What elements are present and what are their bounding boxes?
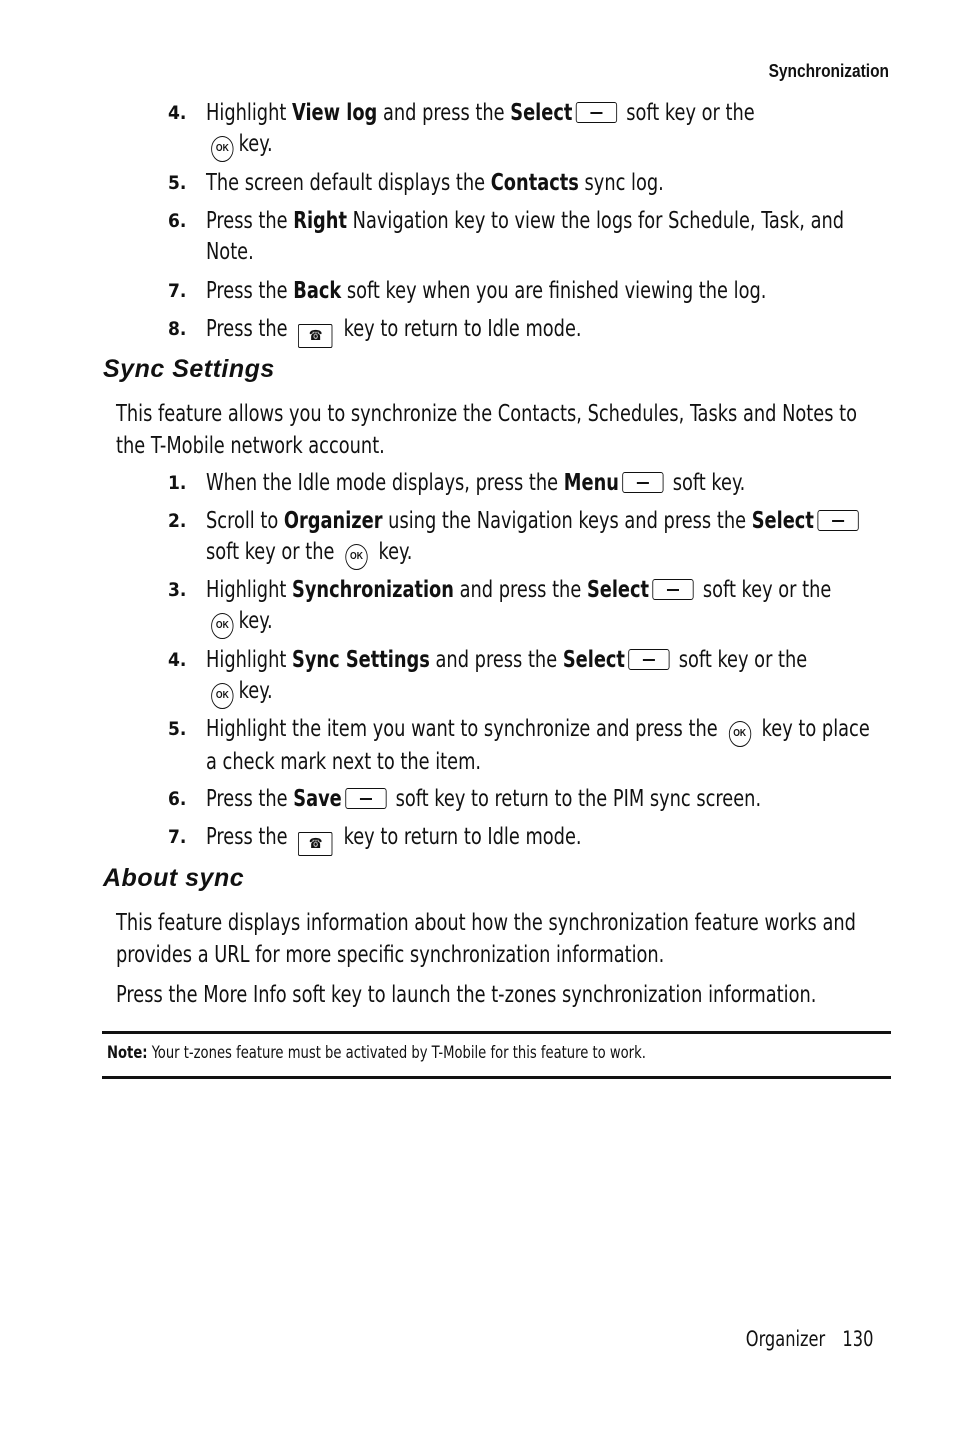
section-title-sync-settings: Sync Settings bbox=[103, 355, 275, 383]
step-number: 6. bbox=[168, 210, 187, 232]
step-number: 1. bbox=[168, 472, 187, 494]
step-number: 5. bbox=[168, 718, 187, 740]
note-bottom-rule bbox=[102, 1076, 891, 1079]
step-number: 7. bbox=[168, 826, 187, 848]
soft-key-icon bbox=[345, 788, 386, 809]
step-number: 4. bbox=[168, 649, 187, 671]
note-label: Note: bbox=[107, 1043, 148, 1063]
sync-step-5: 5. Highlight the item you want to synchronize and press the OK key to place a check mark next to the item. bbox=[168, 716, 870, 775]
end-key-icon: ☎ bbox=[298, 832, 332, 856]
about-sync-para-2: Press the More Info soft key to launch the t-zones synchronization information. bbox=[116, 982, 817, 1008]
page-number: 130 bbox=[841, 1327, 873, 1351]
section-title-about-sync: About sync bbox=[103, 864, 245, 892]
step-number: 6. bbox=[168, 788, 187, 810]
sync-step-4: 4. Highlight Sync Settings and press the Select soft key or the OK key. bbox=[168, 645, 898, 709]
soft-key-icon bbox=[622, 472, 663, 493]
sync-settings-intro: This feature allows you to synchronize the Contacts, Schedules, Tasks and Notes to the T-Mobile network account. bbox=[116, 401, 857, 459]
soft-key-icon bbox=[653, 579, 694, 600]
soft-key-icon bbox=[628, 649, 669, 670]
sync-step-1: 1. When the Idle mode displays, press the Menu soft key. bbox=[168, 468, 898, 499]
ok-key-icon: OK bbox=[345, 544, 367, 570]
sync-step-6: 6. Press the Save soft key to return to the PIM sync screen. bbox=[168, 784, 898, 815]
soft-key-icon bbox=[576, 102, 617, 123]
ok-key-icon: OK bbox=[728, 721, 750, 747]
step-number: 8. bbox=[168, 318, 187, 340]
sync-step-3: 3. Highlight Synchronization and press the Select soft key or the OK key. bbox=[168, 575, 898, 639]
about-sync-para-1: This feature displays information about how the synchronization feature works and provides a URL for more specific synchronization information. bbox=[116, 910, 856, 968]
ok-key-icon: OK bbox=[211, 683, 233, 709]
sync-step-7: 7. Press the ☎ key to return to Idle mode. bbox=[168, 822, 898, 856]
step-number: 7. bbox=[168, 280, 187, 302]
step-6-right-nav: 6. Press the Right Navigation key to view the logs for Schedule, Task, and Note. bbox=[168, 208, 845, 265]
step-number: 4. bbox=[168, 102, 187, 124]
step-5-contacts: 5. The screen default displays the Contacts sync log. bbox=[168, 168, 898, 199]
step-8-end-key: 8. Press the ☎ key to return to Idle mode. bbox=[168, 314, 898, 348]
sync-step-2: 2. Scroll to Organizer using the Navigation keys and press the Select soft key or the OK key. bbox=[168, 506, 898, 570]
running-head: Synchronization bbox=[768, 61, 889, 81]
soft-key-icon bbox=[817, 510, 858, 531]
note-text: Your t-zones feature must be activated by T-Mobile for this feature to work. bbox=[147, 1043, 646, 1063]
note-top-rule bbox=[102, 1031, 891, 1034]
step-4-view-log: 4. Highlight View log and press the Select soft key or the OK key. bbox=[168, 98, 898, 162]
step-number: 3. bbox=[168, 579, 187, 601]
page-footer bbox=[745, 1327, 873, 1351]
end-key-icon: ☎ bbox=[298, 324, 332, 348]
ok-key-icon: OK bbox=[211, 613, 233, 639]
step-number: 5. bbox=[168, 172, 187, 194]
ok-key-icon: OK bbox=[211, 136, 233, 162]
footer-section: Organizer bbox=[745, 1327, 825, 1351]
step-7-back: 7. Press the Back soft key when you are finished viewing the log. bbox=[168, 276, 898, 307]
note bbox=[107, 1043, 881, 1063]
step-number: 2. bbox=[168, 510, 187, 532]
